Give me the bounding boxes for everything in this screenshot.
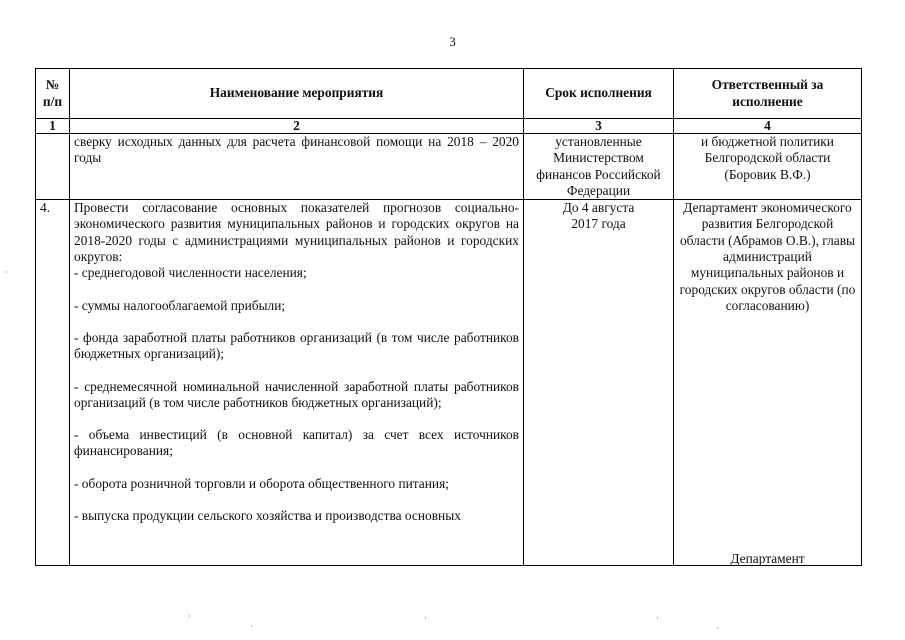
header-responsible: Ответственный за исполнение <box>674 69 862 119</box>
list-item: - среднемесячной номинальной начисленной заработной платы работников организаций (в том числе работников бюджетных организаций); <box>74 378 519 410</box>
page-number: 3 <box>449 34 456 49</box>
header-num: № п/п <box>36 69 70 119</box>
table-row <box>36 200 862 566</box>
col-number-1: 1 <box>36 119 70 134</box>
term-text: До 4 августа 2017 года <box>524 200 674 566</box>
activity-text: сверку исходных данных для расчета финансовой помощи на 2018 – 2020 годы <box>70 134 524 200</box>
activity-intro: Провести согласование основных показателей прогнозов социально-экономического развития муниципальных районов и городских округов на 2018-2020 годы с администрациями муниципальных районов и городских округов: <box>74 200 519 265</box>
list-item: - суммы налогооблагаемой прибыли; <box>74 297 286 313</box>
list-item: - оборота розничной торговли и оборота общественного питания; <box>74 475 449 491</box>
plan-table <box>35 68 862 566</box>
col-number-4: 4 <box>674 119 862 134</box>
col-number-3: 3 <box>524 119 674 134</box>
row-number: 4. <box>36 200 70 566</box>
col-number-2: 2 <box>70 119 524 134</box>
responsible-text: Департамент экономического развития Белгородской области (Абрамов О.В.), главы администраций муниципальных районов и городских округов области (по согласованию) <box>679 200 856 313</box>
header-name: Наименование мероприятия <box>70 69 524 119</box>
header-term: Срок исполнения <box>524 69 674 119</box>
responsible-cell <box>674 200 862 566</box>
list-item: - объема инвестиций (в основной капитал) за счет всех источников финансирования; <box>74 427 519 459</box>
table-row <box>36 134 862 200</box>
list-item: - выпуска продукции сельского хозяйства и производства основных <box>74 508 461 524</box>
activity-cell <box>70 200 524 566</box>
responsible-continuation: Департамент <box>730 550 805 566</box>
column-numbers-row <box>36 119 862 134</box>
term-text: установленные Министерством финансов Российской Федерации <box>524 134 674 200</box>
list-item: - среднегодовой численности населения; <box>74 265 307 281</box>
table-header-row <box>36 69 862 119</box>
responsible-text: и бюджетной политики Белгородской области (Боровик В.Ф.) <box>674 134 862 200</box>
list-item: - фонда заработной платы работников организаций (в том числе работников бюджетных организаций); <box>74 329 519 362</box>
row-number <box>36 134 70 200</box>
